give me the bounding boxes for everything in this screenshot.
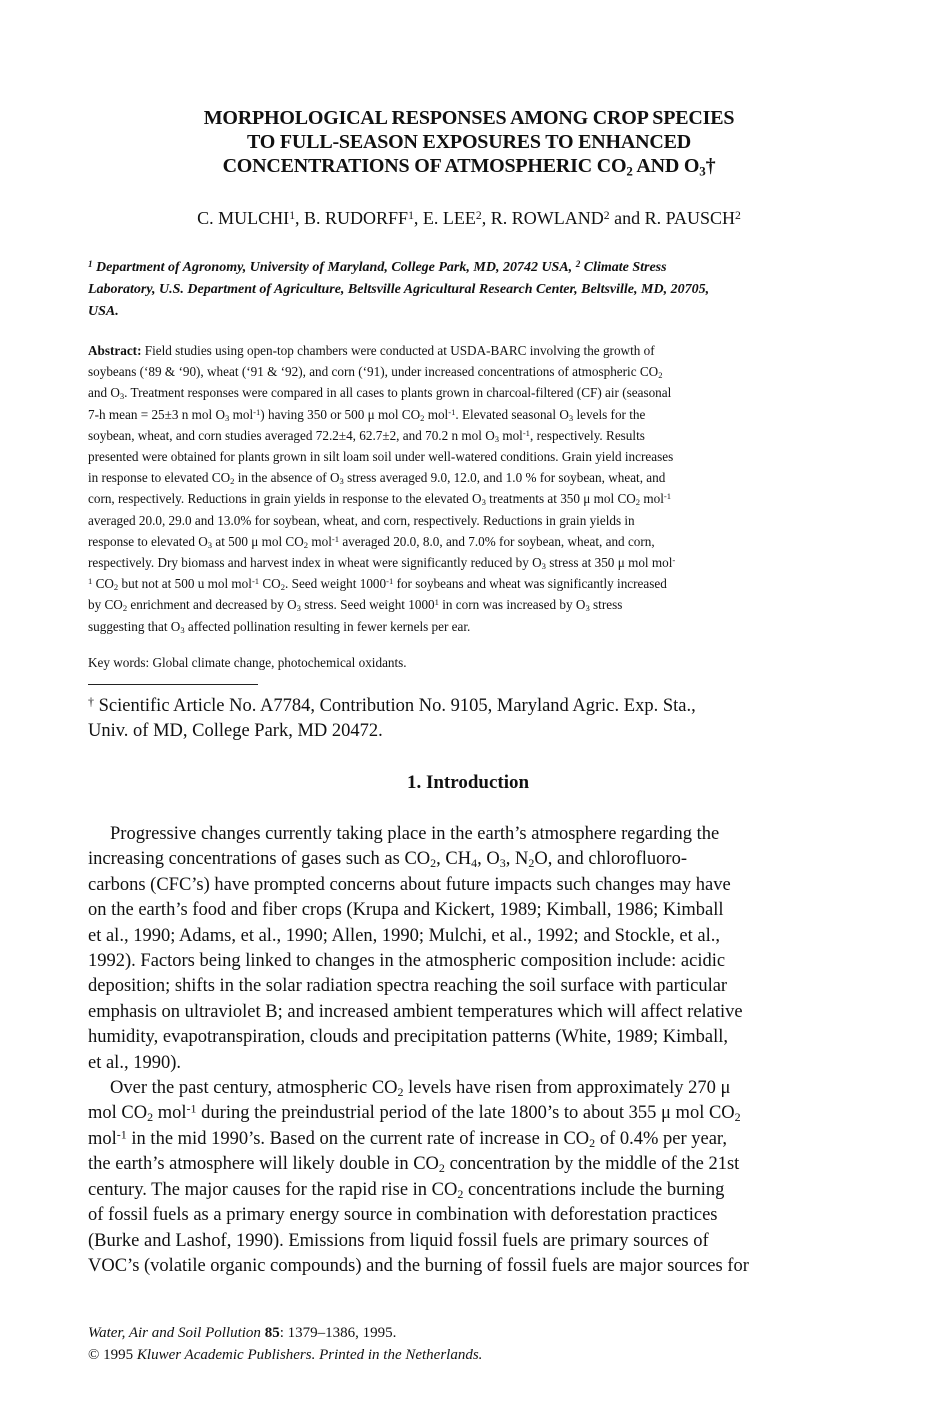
body-line: on the earth’s food and fiber crops (Krupa and Kickert, 1989; Kimball, 1986; Kimball — [88, 900, 724, 921]
title-line-3: CONCENTRATIONS OF ATMOSPHERIC $CO_2$ AND $O_3\dagger$ — [222, 155, 716, 179]
abstract-line: by $CO_2$ enrichment and decreased by $O_3$ stress. Seed weight 1000$^1$ in corn was increased by $O_3$ stress — [88, 597, 623, 614]
copyright-line: © 1995 Kluwer Academic Publishers. Printed in the Netherlands. — [88, 1347, 483, 1363]
affiliations — [88, 257, 840, 323]
keywords: Key words: Global climate change, photochemical oxidants. — [88, 655, 407, 670]
introduction-text — [88, 822, 848, 1279]
abstract-line: soybean, wheat, and corn studies averaged 72.2±4, 62.7±2, and 70.2 n mol $O_3$ mol$^{-1}$, respectively. Results — [88, 427, 645, 444]
footnote — [88, 694, 848, 744]
body-line: of fossil fuels as a primary energy source in combination with deforestation practices — [88, 1205, 718, 1226]
abstract-line: $^1$ $CO_2$ but not at 500 u mol mol$^{-1}$ $CO_2$. Seed weight $1000^{-1}$ for soybeans and wheat was significantly increased — [88, 576, 667, 593]
title-line-2: TO FULL-SEASON EXPOSURES TO ENHANCED — [246, 131, 692, 153]
abstract-line: in response to elevated $CO_2$ in the absence of $O_3$ stress averaged 9.0, 12.0, and 1.0 % for soybean, wheat, and — [88, 470, 666, 487]
author-list: C. MULCHI$^1$, B. RUDORFF$^1$, E. LEE$^2$, R. ROWLAND$^2$ and R. PAUSCH$^2$ — [197, 208, 741, 228]
abstract — [88, 340, 840, 637]
body-line: the earth’s atmosphere will likely double in $CO_2$ concentration by the middle of the 21st — [88, 1154, 740, 1176]
journal-citation: Water, Air and Soil Pollution 85: 1379–1386, 1995. — [88, 1325, 397, 1341]
paper-title — [90, 106, 848, 178]
abstract-line: soybeans (‘89 & ‘90), wheat (‘91 & ‘92), and corn (‘91), under increased concentrations of atmospheric $CO_2$ — [88, 364, 663, 381]
body-line: century. The major causes for the rapid rise in $CO_2$ concentrations include the burning — [88, 1179, 725, 1201]
affiliation-line-2: Laboratory, U.S. Department of Agriculture, Beltsville Agricultural Research Center, Beltsville, MD, 20705, — [88, 282, 710, 297]
abstract-line: Abstract: Field studies using open-top chambers were conducted at USDA-BARC involving the growth of — [88, 343, 655, 358]
title-line-1: MORPHOLOGICAL RESPONSES AMONG CROP SPECIES — [203, 107, 735, 129]
abstract-line: respectively. Dry biomass and harvest index in wheat were significantly reduced by $O_3$ stress at 350 μ mol mol- — [88, 555, 676, 572]
affiliation-line-1: $^1$ Department of Agronomy, University of Maryland, College Park, MD, 20742 USA, $^2$ Climate Stress — [88, 258, 667, 275]
abstract-line: presented were obtained for plants grown in silt loam soil under well-watered conditions. Grain yield increases — [88, 449, 674, 465]
footnote-line-1: † Scientific Article No. A7784, Contribution No. 9105, Maryland Agric. Exp. Sta., — [88, 694, 696, 716]
body-line: Progressive changes currently taking place in the earth’s atmosphere regarding the — [110, 824, 720, 844]
body-line: et al., 1990). — [88, 1052, 181, 1073]
body-line: deposition; shifts in the solar radiation spectra reaching the soil surface with particular — [88, 976, 728, 997]
abstract-line: suggesting that $O_3$ affected pollination resulting in fewer kernels per ear. — [88, 618, 471, 635]
abstract-line: corn, respectively. Reductions in grain yields in response to the elevated $O_3$ treatments at 350 μ mol $CO_2$ mol$^{-1}$ — [88, 491, 672, 508]
abstract-line: averaged 20.0, 29.0 and 13.0% for soybean, wheat, and corn, respectively. Reductions in grain yields in — [88, 512, 635, 528]
abstract-line: 7-h mean = 25±3 n mol $O_3$ mol$^{-1}$) having 350 or 500 μ mol $CO_2$ mol$^{-1}$. Elevated seasonal $O_3$ levels for the — [88, 406, 646, 423]
affiliation-line-3: USA. — [88, 304, 119, 319]
section-heading: 1. Introduction — [406, 772, 530, 793]
body-line: Over the past century, atmospheric $CO_2$ levels have risen from approximately 270 μ — [110, 1078, 731, 1100]
footnote-line-2: Univ. of MD, College Park, MD 20472. — [88, 721, 383, 741]
journal-footer — [88, 1322, 482, 1366]
body-line: et al., 1990; Adams, et al., 1990; Allen, 1990; Mulchi, et al., 1992; and Stockle, et al., — [88, 925, 720, 946]
body-line: (Burke and Lashof, 1990). Emissions from liquid fossil fuels are primary sources of — [88, 1230, 709, 1251]
body-line: 1992). Factors being linked to changes in the atmospheric composition include: acidic — [88, 951, 726, 972]
body-line: VOC’s (volatile organic compounds) and the burning of fossil fuels are major sources for — [88, 1255, 749, 1276]
footnote-divider — [88, 684, 258, 685]
abstract-label: Abstract: — [88, 343, 142, 358]
body-line: mol$^{-1}$ in the mid 1990’s. Based on the current rate of increase in $CO_2$ of 0.4% per year, — [88, 1127, 727, 1150]
body-line: carbons (CFC’s) have prompted concerns about future impacts such changes may have — [88, 874, 731, 895]
abstract-line: response to elevated $O_3$ at 500 μ mol $CO_2$ mol$^{-1}$ averaged 20.0, 8.0, and 7.0% for soybean, wheat, and corn, — [88, 533, 655, 550]
body-line: humidity, evapotranspiration, clouds and precipitation patterns (White, 1989; Kimball, — [88, 1027, 728, 1048]
body-line: increasing concentrations of gases such as $CO_2$, $CH_4$, $O_3$, $N_2O$, and chlorofluoro- — [88, 849, 688, 871]
body-line: emphasis on ultraviolet B; and increased ambient temperatures which will affect relative — [88, 1001, 743, 1022]
abstract-line: and $O_3$. Treatment responses were compared in all cases to plants grown in charcoal-filtered (CF) air (seasonal — [88, 385, 672, 402]
body-line: mol $CO_2$ mol$^{-1}$ during the preindustrial period of the late 1800’s to about 355 μ mol $CO_2$ — [88, 1102, 741, 1125]
